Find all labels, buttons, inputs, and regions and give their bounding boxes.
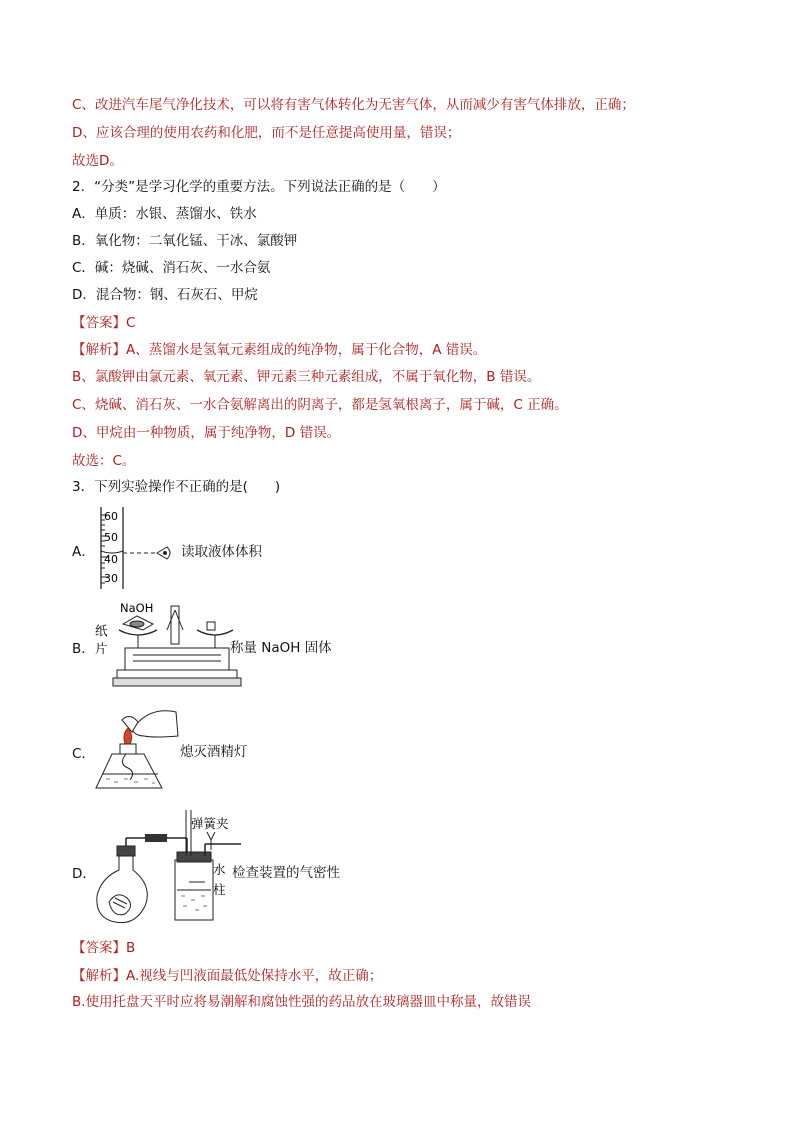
q3-answer [72,938,135,958]
q3-option-a-letter: A． [72,544,95,560]
q2-answer [72,313,135,333]
q3-option-b-caption: 称量 NaOH 固体 [230,640,332,656]
q2-analysis-d: D、甲烷由一种物质，属于纯净物，D 错误。 [72,425,341,441]
paper-label-2: 片 [95,641,108,656]
water-label: 水 [213,862,226,877]
q3-option-d-letter: D． [72,866,96,882]
answer-value: C [126,315,136,331]
q2-option-c: C．碱：烧碱、消石灰、一水合氨 [72,260,271,276]
balance-figure [95,600,240,690]
q2-analysis-b: B、氯酸钾由氯元素、氧元素、钾元素三种元素组成，不属于氧化物，B 错误。 [72,369,541,385]
q3-analysis-a [72,966,382,986]
paper-label-1: 纸 [95,623,108,638]
analysis-tag: 【解析】 [72,342,126,358]
q3-stem: 3．下列实验操作不正确的是( ) [72,479,281,495]
q1-analysis-d: D、应该合理的使用农药和化肥，而不是任意提高使用量，错误； [72,125,461,141]
q3-option-b-letter: B． [72,641,95,657]
q2-option-b: B．氧化物：二氧化锰、干冰、氯酸钾 [72,233,298,249]
eye-icon [157,547,170,559]
q1-conclusion: 故选D。 [72,153,123,169]
analysis-tag: 【解析】 [72,968,126,984]
airtightness-apparatus-figure [95,810,245,930]
q3-option-c-letter: C． [72,746,95,762]
q2-analysis-a [72,340,486,360]
q2-stem: 2．“分类”是学习化学的重要方法。下列说法正确的是（ ） [72,179,446,195]
tick-label: 40 [104,553,118,566]
tick-label: 30 [104,572,118,585]
tick-label: 50 [104,531,118,544]
q1-analysis-c: C、改进汽车尾气净化技术，可以将有害气体转化为无害气体，从而减少有害气体排放，正确； [72,97,635,113]
naoh-label: NaOH [120,601,154,615]
q2-conclusion: 故选：C。 [72,453,136,469]
spring-clip-label: 弹簧夹 [191,816,229,831]
q2-analysis-c: C、烧碱、消石灰、一水合氨解离出的阴离子，都是氢氧根离子，属于碱，C 正确。 [72,397,568,413]
tick-label: 60 [104,510,118,523]
q3-option-d-caption: 检查装置的气密性 [232,865,340,881]
answer-value: B [126,940,136,956]
analysis-line: A.视线与凹液面最低处保持水平，故正确； [126,968,383,984]
q3-option-a-caption: 读取液体体积 [181,544,262,560]
analysis-line: A、蒸馏水是氢氧元素组成的纯净物，属于化合物，A 错误。 [126,342,487,358]
alcohol-lamp-figure [92,702,188,802]
q3-option-c-caption: 熄灭酒精灯 [180,744,248,760]
q2-option-a: A．单质：水银、蒸馏水、铁水 [72,206,257,222]
q3-analysis-b: B.使用托盘天平时应将易潮解和腐蚀性强的药品放在玻璃器皿中称量，故错误 [72,994,532,1010]
answer-tag: 【答案】 [72,315,126,331]
q2-option-d: D．混合物：钢、石灰石、甲烷 [72,287,258,303]
answer-tag: 【答案】 [72,940,126,956]
column-label: 柱 [213,882,226,897]
